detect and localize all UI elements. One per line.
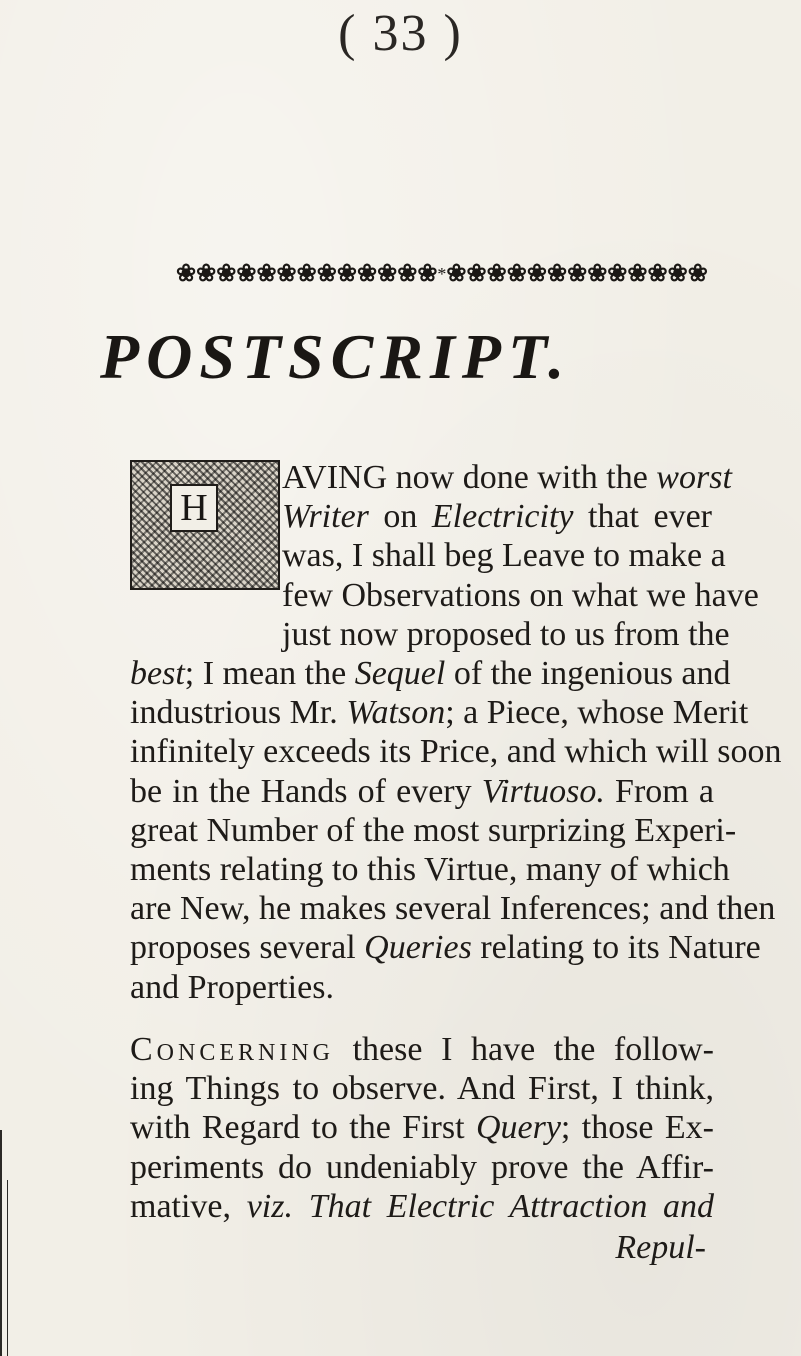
flower-ornament-icon: ❀	[667, 261, 688, 287]
italic-text: best	[130, 655, 185, 692]
paragraph-1-opening	[282, 458, 759, 654]
flower-ornament-icon: ❀	[627, 261, 648, 287]
flower-ornament-icon: ❀	[236, 261, 257, 287]
flower-ornament-icon: ❀	[466, 261, 487, 287]
ornament-separator: *	[437, 263, 447, 284]
text-line: best; I mean the Sequel of the ingenious and	[130, 655, 731, 692]
ornament-band	[176, 256, 708, 292]
text-line: periments do undeniably prove the Affir-	[130, 1148, 714, 1186]
flower-ornament-icon: ❀	[687, 261, 708, 287]
italic-text: Virtuoso.	[481, 772, 605, 810]
flower-ornament-icon: ❀	[356, 261, 378, 287]
italic-text: viz.	[246, 1187, 293, 1225]
flower-ornament-icon: ❀	[336, 261, 357, 287]
catchword: Repul-	[615, 1229, 706, 1266]
text-line: mative, viz. That Electric Attraction and	[130, 1187, 715, 1225]
italic-text: That Electric Attraction and	[308, 1187, 715, 1225]
text-line: few Observations on what we have	[282, 576, 759, 614]
small-caps-text: Concerning	[130, 1031, 335, 1068]
text-line: just now proposed to us from the	[282, 615, 730, 653]
italic-text: worst	[656, 459, 732, 496]
flower-ornament-icon: ❀	[316, 261, 337, 287]
flower-ornament-icon: ❀	[256, 261, 277, 287]
italic-text: Electricity	[431, 498, 574, 536]
italic-text: Sequel	[354, 655, 446, 692]
dropcap-letter: H	[170, 484, 218, 532]
flower-ornament-icon: ❀	[546, 261, 568, 287]
text-line: infinitely exceeds its Price, and which will soon	[130, 733, 782, 771]
flower-ornament-icon: ❀	[296, 261, 317, 287]
page-number: ( 33 )	[338, 5, 463, 62]
italic-text: Watson	[346, 694, 446, 732]
flower-ornament-icon: ❀	[506, 261, 527, 287]
italic-text: Queries	[364, 929, 472, 967]
flower-ornament-icon: ❀	[397, 261, 418, 287]
text-line: proposes several Queries relating to its Nature	[130, 929, 761, 967]
text-line: great Number of the most surprizing Experi-	[130, 811, 737, 849]
paragraph-2	[130, 1030, 714, 1226]
text-line: be in the Hands of every Virtuoso. From a	[130, 772, 714, 810]
flower-ornament-icon: ❀	[216, 261, 237, 287]
text-line: are New, he makes several Inferences; and then	[130, 890, 776, 928]
text-line: industrious Mr. Watson; a Piece, whose Merit	[130, 694, 749, 732]
paragraph-1-body	[130, 654, 782, 1007]
flower-ornament-icon: ❀	[526, 261, 547, 287]
text-line: AVING now done with the worst	[282, 459, 732, 496]
flower-ornament-icon: ❀	[446, 261, 467, 287]
italic-text: Query	[475, 1109, 561, 1147]
page-edge-line	[0, 1130, 2, 1356]
page-edge-line	[7, 1180, 8, 1356]
text-line: with Regard to the First Query; those Ex-	[130, 1109, 714, 1147]
page-title: POSTSCRIPT.	[100, 321, 572, 392]
flower-ornament-icon: ❀	[276, 261, 297, 287]
flower-ornament-icon: ❀	[417, 261, 438, 287]
text-line: Concerning these I have the follow-	[130, 1031, 714, 1068]
flower-ornament-icon: ❀	[587, 261, 608, 287]
flower-ornament-icon: ❀	[176, 261, 197, 287]
flower-ornament-icon: ❀	[567, 261, 588, 287]
flower-ornament-icon: ❀	[607, 261, 628, 287]
flower-ornament-icon: ❀	[377, 261, 398, 287]
flower-ornament-icon: ❀	[196, 261, 217, 287]
text-line: and Properties.	[130, 968, 334, 1006]
text-line: ing Things to observe. And First, I think,	[130, 1070, 714, 1108]
flower-ornament-icon: ❀	[647, 261, 668, 287]
text-line: was, I shall beg Leave to make a	[282, 537, 726, 575]
text-line: ments relating to this Virtue, many of which	[130, 850, 730, 888]
italic-text: Writer	[282, 498, 369, 536]
flower-ornament-icon: ❀	[486, 261, 507, 287]
decorative-initial	[130, 460, 280, 590]
text-line: Writer on Electricity that ever	[282, 498, 712, 536]
